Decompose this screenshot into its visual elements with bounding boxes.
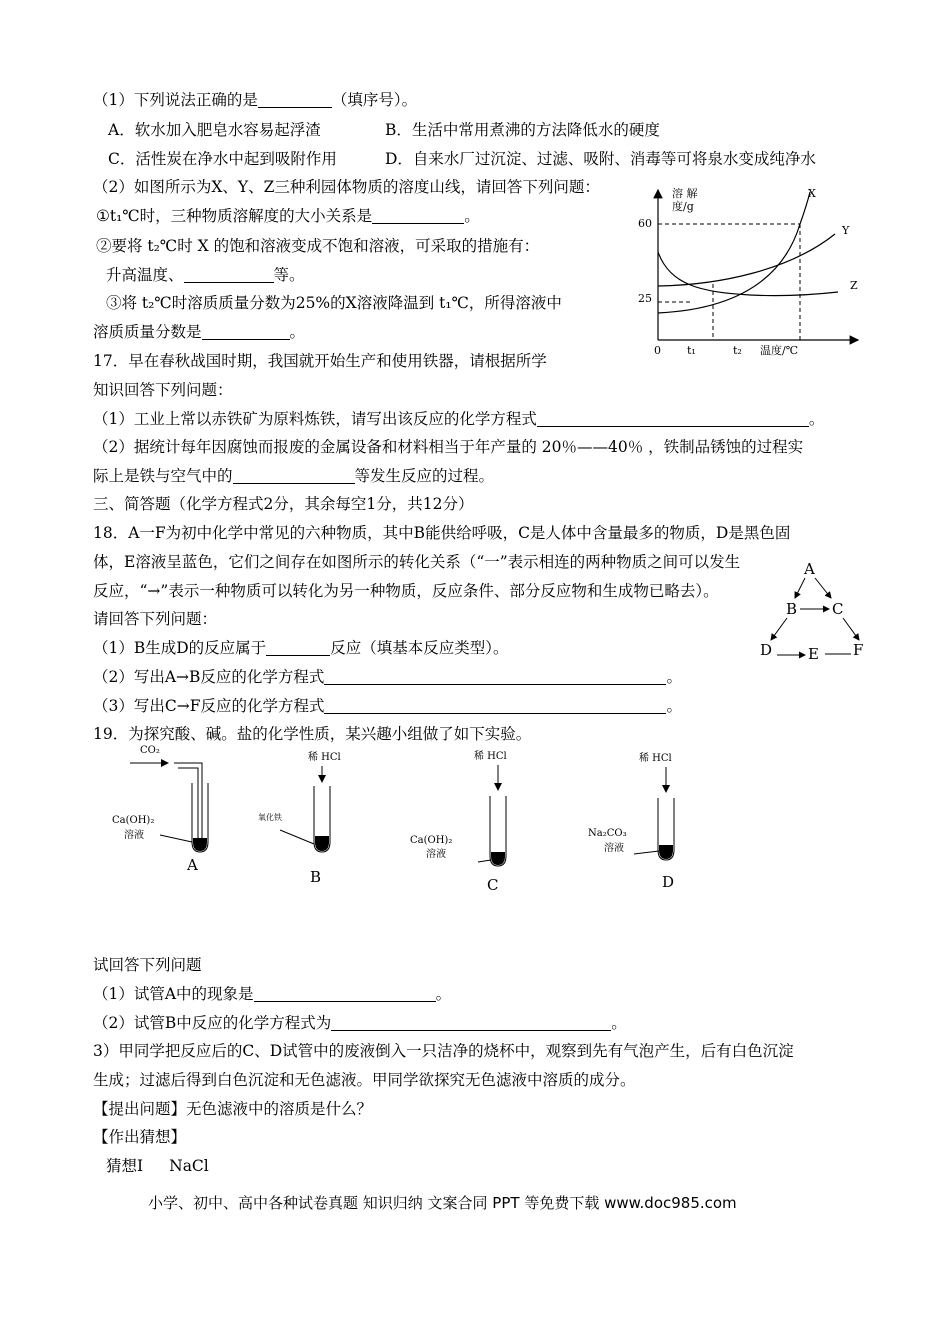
node-b: B	[786, 600, 798, 618]
q19-part3a: 3）甲同学把反应后的C、D试管中的废液倒入一只洁净的烧杯中，观察到先有气泡产生，后有白色沉淀	[93, 1042, 794, 1060]
experiment-figure	[100, 738, 740, 898]
arrow-a-b	[795, 578, 805, 598]
node-f: F	[853, 641, 864, 659]
q19-question: 【提出问题】无色滤液中的溶质是什么？	[93, 1100, 373, 1118]
tube-b-liquid	[315, 836, 329, 851]
tube-a-label-2: 溶液	[124, 830, 144, 841]
answer-blank[interactable]	[324, 668, 666, 685]
q17-part1: （1）工业上常以赤铁矿为原料炼铁，请写出该反应的化学方程式 。	[93, 410, 825, 428]
y-axis-label-1: 溶 解	[672, 187, 698, 200]
x-axis-label: 温度/℃	[760, 344, 799, 357]
curve-label-z: Z	[850, 279, 858, 292]
answer-blank[interactable]	[258, 91, 332, 108]
q19-intro: 19．为探究酸、碱。盐的化学性质，某兴趣小组做了如下实验。	[93, 725, 532, 743]
q16-sub3b: 溶质质量分数是 。	[93, 323, 306, 341]
hcl-label-b: 稀 HCl	[308, 752, 341, 763]
q16-part2: （2）如图所示为X、Y、Z三种利园体物质的溶度山线，请回答下列问题：	[93, 178, 600, 196]
answer-blank[interactable]	[233, 467, 355, 484]
option-a: A．软水加入肥皂水容易起浮渣	[108, 121, 321, 139]
pointer-a	[160, 835, 192, 842]
q19-part2: （2）试管B中反应的化学方程式为 。	[93, 1014, 627, 1032]
q17-line2: 知识回答下列问题：	[93, 381, 233, 399]
answer-blank[interactable]	[537, 410, 809, 427]
tube-d-liquid	[659, 845, 673, 859]
tube-d-label-2: 溶液	[604, 843, 624, 854]
hcl-label-d: 稀 HCl	[639, 753, 672, 764]
x-tick-t1: t₁	[687, 344, 696, 357]
q18-line4: 请回答下列问题：	[93, 610, 218, 628]
answer-blank[interactable]	[324, 697, 666, 714]
q17-part2: （2）据统计每年因腐蚀而报废的金属设备和材料相当于年产量的 20％——40％ ，铁制品锈蚀的过程实	[93, 438, 804, 456]
node-c: C	[832, 600, 844, 618]
tube-c-letter: C	[487, 876, 499, 894]
solubility-graph	[630, 180, 870, 360]
pointer-c	[478, 860, 491, 862]
q16-part1: （1）下列说法正确的是 （填序号）。	[93, 91, 418, 109]
tube-a-letter: A	[187, 856, 198, 874]
q18-part2: （2）写出A→B反应的化学方程式 。	[93, 668, 682, 686]
section-heading: 三、简答题（化学方程式2分，其余每空1分，共12分）	[93, 495, 474, 513]
q16-sub3: ③将 t₂℃时溶质质量分数为25%的X溶液降温到 t₁℃，所得溶液中	[106, 294, 562, 312]
y-axis-label-2: 度/g	[672, 200, 694, 213]
page-footer: 小学、初中、高中各种试卷真题 知识归纳 文案合同 PPT 等免费下载 www.doc985.com	[148, 1194, 737, 1212]
q19-ask: 试回答下列问题	[93, 956, 202, 974]
pointer-d	[634, 851, 659, 854]
answer-blank[interactable]	[184, 266, 274, 283]
tube-d-label-1: Na₂CO₃	[588, 828, 627, 839]
tube-b-reagent: 氧化铁	[258, 813, 282, 822]
node-d: D	[760, 641, 773, 659]
answer-blank[interactable]	[202, 323, 290, 340]
reaction-diagram	[755, 556, 875, 666]
q19-part1: （1）试管A中的现象是 。	[93, 985, 452, 1003]
arrow-b-d	[771, 618, 787, 640]
tube-d-letter: D	[662, 873, 675, 891]
q18-part1: （1）B生成D的反应属于 反应（填基本反应类型）。	[93, 639, 509, 657]
q16-sub2: ②要将 t₂℃时 X 的饱和溶液变成不饱和溶液，可采取的措施有：	[96, 237, 540, 255]
answer-blank[interactable]	[372, 207, 464, 224]
q18-line1: 18．A一F为初中化学中常见的六种物质，其中B能供给呼吸，C是人体中含量最多的物质，D是黑色固	[93, 524, 791, 542]
arrow-c-f	[843, 618, 859, 640]
tube-c-label-2: 溶液	[426, 849, 446, 860]
answer-blank[interactable]	[266, 639, 330, 656]
q17-line1: 17．早在春秋战国时期，我国就开始生产和使用铁器，请根据所学	[93, 352, 547, 370]
answer-blank[interactable]	[254, 985, 436, 1002]
q18-line3: 反应，“→”表示一种物质可以转化为另一种物质，反应条件、部分反应物和生成物已略去）。	[93, 582, 719, 600]
co2-label: CO₂	[140, 745, 160, 756]
q18-part3: （3）写出C→F反应的化学方程式 。	[93, 697, 682, 715]
curve-label-x: X	[808, 187, 816, 200]
option-c: C．活性炭在净水中起到吸附作用	[108, 150, 337, 168]
y-tick-25: 25	[638, 292, 652, 305]
tube-c-liquid	[491, 852, 505, 865]
tube-a-liquid	[193, 838, 207, 851]
hcl-label-c: 稀 HCl	[474, 751, 507, 762]
node-e: E	[808, 645, 819, 663]
y-tick-60: 60	[638, 217, 652, 230]
q17-part2b: 际上是铁与空气中的 等发生反应的过程。	[93, 467, 495, 485]
q19-guess-1: 猜想Ⅰ NaCl	[106, 1157, 209, 1175]
q16-sub1: ①t₁℃时，三种物质溶解度的大小关系是 。	[96, 207, 480, 225]
answer-blank[interactable]	[331, 1014, 611, 1031]
option-d: D．自来水厂过沉淀、过滤、吸附、消毒等可将泉水变成纯净水	[385, 150, 816, 168]
tube-a-label-1: Ca(OH)₂	[112, 815, 155, 826]
q19-part3b: 生成；过滤后得到白色沉淀和无色滤液。甲同学欲探究无色滤液中溶质的成分。	[93, 1071, 636, 1089]
curve-y	[658, 234, 835, 286]
tube-b-letter: B	[310, 868, 322, 886]
delivery-tube-inner	[178, 768, 198, 846]
q18-line2: 体，E溶液呈蓝色，它们之间存在如图所示的转化关系（“一”表示相连的两种物质之间可以发生	[93, 553, 741, 571]
tube-c-label-1: Ca(OH)₂	[410, 835, 453, 846]
pointer-b	[280, 830, 314, 844]
curve-label-y: Y	[842, 224, 850, 237]
q19-guess-heading: 【作出猜想】	[93, 1128, 187, 1146]
q16-sub2b: 升高温度、 等。	[106, 266, 305, 284]
origin-label: 0	[654, 344, 661, 357]
arrow-a-c	[815, 578, 831, 598]
option-b: B．生活中常用煮沸的方法降低水的硬度	[385, 121, 660, 139]
x-tick-t2: t₂	[733, 344, 742, 357]
node-a: A	[804, 560, 815, 578]
